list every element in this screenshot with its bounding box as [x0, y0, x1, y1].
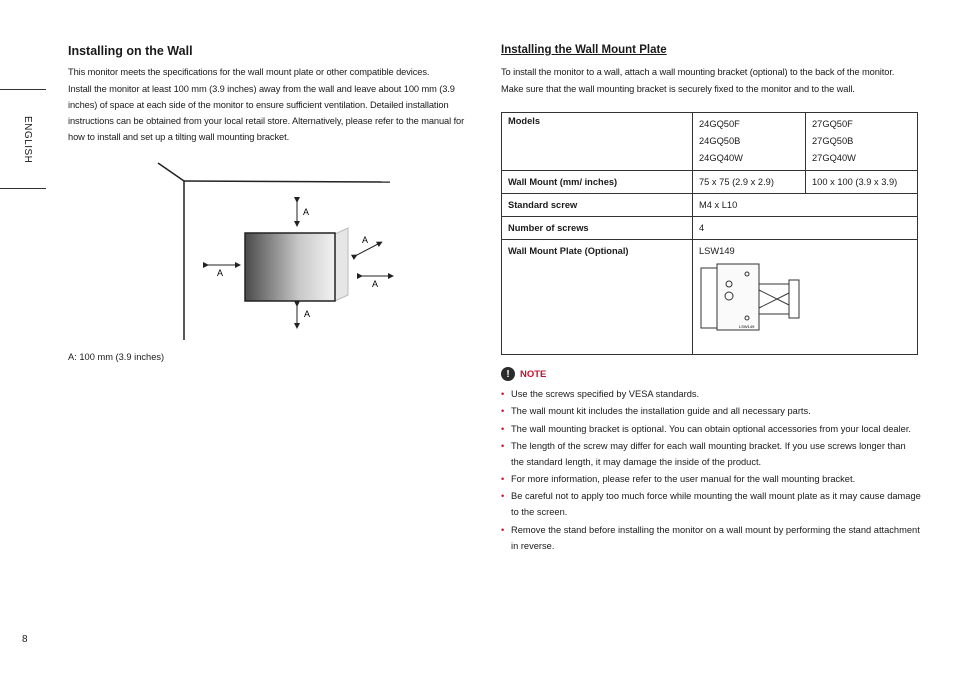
label-a-bottom: A — [304, 309, 311, 319]
model-27-3: 27GQ40W — [812, 153, 856, 163]
wallmount-24: 75 x 75 (2.9 x 2.9) — [693, 171, 806, 194]
monitor-side — [335, 228, 348, 301]
table-row-models — [502, 113, 918, 171]
page-number: 8 — [22, 634, 28, 645]
wall-para-2: Install the monitor at least 100 mm (3.9 inches) away from the wall and leave about 100 mm (3.9 inches) of space at each side of the monitor to ensure sufficient ventilation. Detailed installation instructions can be obtained from your local retail store. Alternatively, please refer to the manual for how to install and set up a tilting wall mounting bracket. — [68, 84, 465, 142]
section-title-wall: Installing on the Wall — [68, 44, 193, 58]
table-row-screw — [502, 194, 918, 217]
alert-icon: ! — [501, 367, 515, 381]
wall-clearance-diagram — [150, 160, 400, 345]
monitor-screen — [245, 233, 335, 301]
wall-para-1: This monitor meets the specifications for the wall mount plate or other compatible devices. — [68, 67, 430, 77]
table-row-count — [502, 217, 918, 240]
note-header — [501, 367, 546, 381]
wall-top-line — [184, 181, 390, 182]
plate-right-bracket — [789, 280, 799, 318]
table-row-wallmount — [502, 171, 918, 194]
spec-table — [501, 112, 918, 355]
models-label: Models — [502, 113, 693, 171]
models-24-cell — [693, 113, 806, 171]
plate-stamp: LSW149 — [739, 324, 755, 329]
label-a-left: A — [217, 268, 224, 278]
model-24-2: 24GQ50B — [699, 136, 741, 146]
list-item: • Be careful not to apply too much force while mounting the wall mount plate as it may cause damage to the screen. — [501, 488, 921, 520]
plate-label: Wall Mount Plate (Optional) — [502, 240, 693, 355]
side-rule-bottom — [0, 188, 46, 189]
screw-value: M4 x L10 — [693, 194, 918, 217]
label-a-right: A — [372, 279, 379, 289]
list-item: • Use the screws specified by VESA standards. — [501, 386, 921, 402]
list-item: • The wall mount kit includes the installation guide and all necessary parts. — [501, 403, 921, 419]
count-label: Number of screws — [502, 217, 693, 240]
wallmount-label: Wall Mount (mm/ inches) — [502, 171, 693, 194]
notes-list — [501, 386, 921, 555]
model-27-1: 27GQ50F — [812, 119, 853, 129]
plate-intro-1: To install the monitor to a wall, attach a wall mounting bracket (optional) to the back of the monitor. — [501, 67, 895, 77]
plate-center-panel — [717, 264, 759, 330]
models-27-cell — [806, 113, 918, 171]
list-item: • For more information, please refer to the user manual for the wall mounting bracket. — [501, 471, 921, 487]
note-label: NOTE — [520, 368, 547, 380]
label-a-diagonal: A — [362, 235, 369, 245]
plate-cell — [693, 240, 918, 355]
list-item: • The length of the screw may differ for each wall mounting bracket. If you use screws longer than the standard length, it may damage the inside of the product. — [501, 438, 921, 470]
count-value: 4 — [693, 217, 918, 240]
wall-edge-line — [158, 163, 184, 181]
screw-label: Standard screw — [502, 194, 693, 217]
wallmount-27: 100 x 100 (3.9 x 3.9) — [806, 171, 918, 194]
section-title-plate: Installing the Wall Mount Plate — [501, 44, 667, 56]
plate-value: LSW149 — [699, 246, 735, 256]
list-item: • Remove the stand before installing the monitor on a wall mount by performing the stand attachment in reverse. — [501, 522, 921, 554]
wall-mount-plate-image — [699, 262, 803, 334]
model-24-1: 24GQ50F — [699, 119, 740, 129]
list-item: • The wall mounting bracket is optional. You can obtain optional accessories from your local dealer. — [501, 421, 921, 437]
table-row-plate — [502, 240, 918, 355]
language-tab: ENGLISH — [22, 116, 33, 164]
diagram-caption: A: 100 mm (3.9 inches) — [68, 352, 165, 362]
model-27-2: 27GQ50B — [812, 136, 854, 146]
label-a-top: A — [303, 207, 310, 217]
side-rule-top — [0, 89, 46, 90]
plate-intro-2: Make sure that the wall mounting bracket is securely fixed to the monitor and to the wall. — [501, 84, 855, 94]
model-24-3: 24GQ40W — [699, 153, 743, 163]
